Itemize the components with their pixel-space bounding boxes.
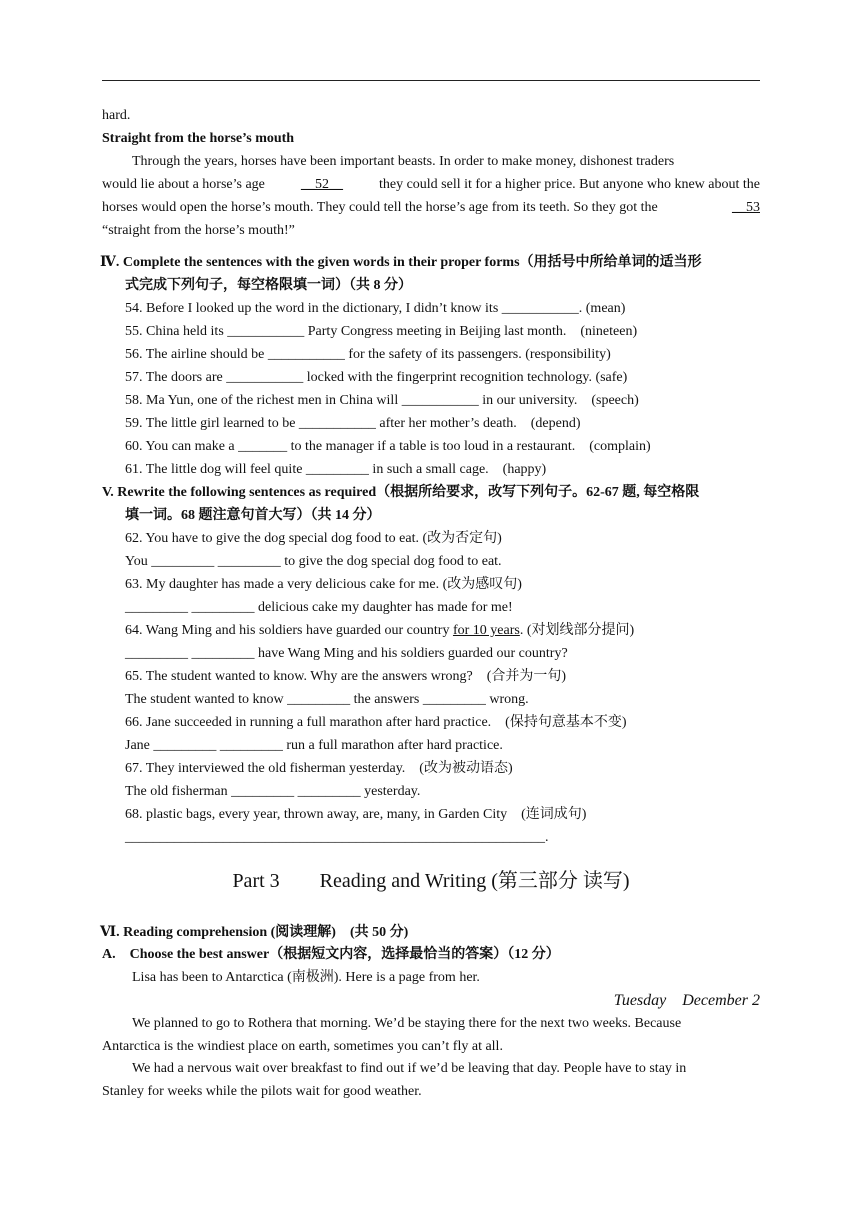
exercise-item: 54. Before I looked up the word in the dictionary, I didn’t know its ___________. (mean) [125, 301, 626, 316]
passage-line [102, 196, 760, 219]
question-text: . (对划线部分提问) [519, 623, 635, 638]
subsection-a-heading: A. Choose the best answer（根据短文内容，选择最恰当的答案）（12 分） [102, 947, 560, 962]
fragment-text: hard. [102, 108, 131, 123]
exercise-item: 60. You can make a _______ to the manager if a table is too loud in a restaurant. (complain) [125, 439, 651, 454]
exercise-question [125, 619, 634, 642]
passage-line: Stanley for weeks while the pilots wait for good weather. [102, 1084, 422, 1099]
exercise-question: 67. They interviewed the old fisherman yesterday. (改为被动语态) [125, 761, 513, 776]
exercise-answer: You _________ _________ to give the dog special dog food to eat. [125, 554, 502, 569]
passage-line: Antarctica is the windiest place on earth, sometimes you can’t fly at all. [102, 1039, 503, 1054]
exercise-question: 68. plastic bags, every year, thrown away, are, many, in Garden City (连词成句) [125, 807, 587, 822]
exercise-question: 63. My daughter has made a very delicious cake for me. (改为感叹句) [125, 577, 522, 592]
exercise-question: 62. You have to give the dog special dog food to eat. (改为否定句) [125, 531, 502, 546]
exercise-answer: The student wanted to know _________ the answers _________ wrong. [125, 692, 529, 707]
blank-53: __53 [732, 200, 760, 215]
passage-title: Straight from the horse’s mouth [102, 131, 295, 146]
passage-line: Through the years, horses have been important beasts. In order to make money, dishonest traders [132, 154, 675, 169]
diary-date: Tuesday December 2 [613, 992, 760, 1009]
header-rule [102, 80, 760, 81]
blank-52: __52__ [300, 177, 343, 192]
section5-heading-cont: 填一词。68 题注意句首大写）（共 14 分） [125, 508, 381, 523]
section6-heading: Ⅵ. Reading comprehension (阅读理解) (共 50 分) [100, 925, 409, 940]
exercise-answer: ____________________________________________________________. [125, 830, 549, 845]
passage-line: We planned to go to Rothera that morning. We’d be staying there for the next two weeks. Because [132, 1016, 682, 1031]
part-title: Part 3 Reading and Writing (第三部分 读写) [232, 870, 630, 892]
passage-text: would lie about a horse’s age [102, 177, 265, 192]
exercise-answer: _________ _________ delicious cake my daughter has made for me! [125, 600, 513, 615]
exercise-answer: Jane _________ _________ run a full marathon after hard practice. [125, 738, 503, 753]
passage-text: they could sell it for a higher price. But anyone who knew about the [378, 177, 760, 192]
passage-line [102, 173, 760, 196]
exercise-question: 65. The student wanted to know. Why are the answers wrong? (合并为一句) [125, 669, 567, 684]
underlined-phrase: for 10 years [452, 623, 520, 638]
exercise-item: 61. The little dog will feel quite _________ in such a small cage. (happy) [125, 462, 547, 477]
exercise-item: 55. China held its ___________ Party Congress meeting in Beijing last month. (nineteen) [125, 324, 638, 339]
exercise-item: 58. Ma Yun, one of the richest men in China will ___________ in our university. (speech) [125, 393, 639, 408]
passage-text: horses would open the horse’s mouth. They could tell the horse’s age from its teeth. So they got the [102, 200, 658, 215]
exercise-answer: The old fisherman _________ _________ yesterday. [125, 784, 421, 799]
section4-heading: Ⅳ. Complete the sentences with the given words in their proper forms（用括号中所给单词的适当形 [100, 255, 702, 270]
question-text: 64. Wang Ming and his soldiers have guarded our country [125, 623, 450, 638]
section5-heading: V. Rewrite the following sentences as required（根据所给要求，改写下列句子。62-67 题, 每空格限 [102, 485, 700, 500]
exercise-item: 56. The airline should be ___________ for the safety of its passengers. (responsibility) [125, 347, 611, 362]
section4-heading-cont: 式完成下列句子，每空格限填一词）（共 8 分） [125, 278, 412, 293]
intro-text: Lisa has been to Antarctica (南极洲). Here is a page from her. [132, 970, 480, 985]
exercise-answer: _________ _________ have Wang Ming and his soldiers guarded our country? [125, 646, 568, 661]
exercise-item: 57. The doors are ___________ locked with the fingerprint recognition technology. (safe) [125, 370, 628, 385]
exercise-question: 66. Jane succeeded in running a full marathon after hard practice. (保持句意基本不变) [125, 715, 627, 730]
exercise-item: 59. The little girl learned to be ___________ after her mother’s death. (depend) [125, 416, 581, 431]
passage-line: We had a nervous wait over breakfast to find out if we’d be leaving that day. People have to stay in [132, 1061, 687, 1076]
passage-line: “straight from the horse’s mouth!” [102, 223, 295, 238]
